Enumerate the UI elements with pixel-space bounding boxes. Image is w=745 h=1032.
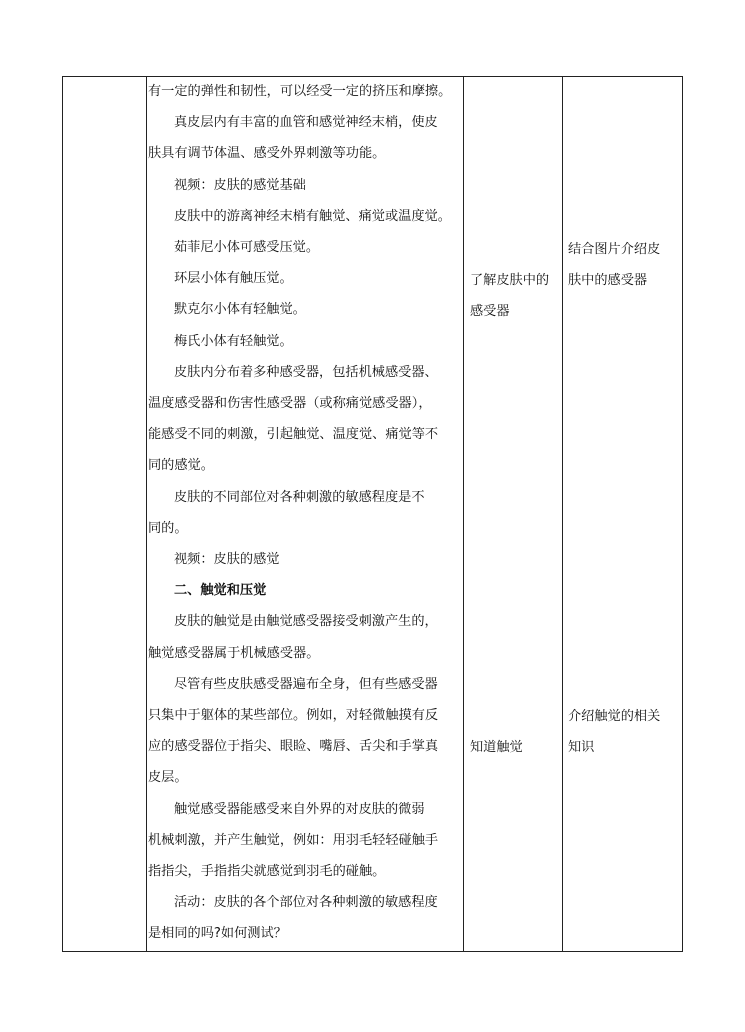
content-paragraph: 皮肤内分布着多种感受器，包括机械感受器、 <box>174 365 438 380</box>
teaching-content-cell <box>148 76 462 952</box>
content-paragraph: 触觉感受器能感受来自外界的对皮肤的微弱 <box>174 802 425 817</box>
content-paragraph: 指指尖，手指指尖就感觉到羽毛的碰触。 <box>148 864 386 879</box>
content-paragraph: 肤具有调节体温、感受外界刺激等功能。 <box>148 146 386 161</box>
content-paragraph: 能感受不同的刺激，引起触觉、温度觉、痛觉等不 <box>148 427 439 442</box>
empty-first-cell <box>63 77 145 950</box>
method-touch-line1: 介绍触觉的相关 <box>568 709 661 724</box>
objective-touch: 知道触觉 <box>470 740 523 755</box>
content-paragraph: 同的。 <box>148 521 188 536</box>
content-paragraph: 触觉感受器属于机械感受器。 <box>148 646 320 661</box>
content-paragraph: 活动：皮肤的各个部位对各种刺激的敏感程度 <box>174 895 438 910</box>
table-right-border <box>682 76 683 952</box>
content-paragraph: 梅氏小体有轻触觉。 <box>174 334 293 349</box>
content-paragraph: 茹菲尼小体可感受压觉。 <box>174 240 320 255</box>
content-paragraph: 真皮层内有丰富的血管和感觉神经末梢，使皮 <box>174 115 438 130</box>
table-col-divider-2 <box>463 76 464 952</box>
content-paragraph: 皮肤中的游离神经末梢有触觉、痛觉或温度觉。 <box>174 209 451 224</box>
content-paragraph: 尽管有些皮肤感受器遍布全身，但有些感受器 <box>174 677 438 692</box>
section-heading: 二、触觉和压觉 <box>174 583 267 598</box>
method-receptors-line2: 肤中的感受器 <box>568 273 648 288</box>
objective-receptors-line2: 感受器 <box>470 304 510 319</box>
content-paragraph: 机械刺激，并产生触觉，例如：用羽毛轻轻碰触手 <box>148 833 439 848</box>
content-paragraph: 皮层。 <box>148 770 188 785</box>
method-touch-line2: 知识 <box>568 740 595 755</box>
table-col-divider-3 <box>562 76 563 952</box>
table-col-divider-1 <box>146 76 147 952</box>
content-paragraph: 同的感觉。 <box>148 458 214 473</box>
content-paragraph: 有一定的弹性和韧性，可以经受一定的挤压和摩擦。 <box>148 84 452 99</box>
content-paragraph: 皮肤的触觉是由触觉感受器接受刺激产生的， <box>174 614 438 629</box>
content-paragraph: 应的感受器位于指尖、眼睑、嘴唇、舌尖和手掌真 <box>148 739 439 754</box>
content-paragraph: 环层小体有触压觉。 <box>174 271 293 286</box>
content-paragraph: 默克尔小体有轻触觉。 <box>174 302 306 317</box>
objective-receptors-line1: 了解皮肤中的 <box>470 273 550 288</box>
content-paragraph: 视频：皮肤的感觉 <box>174 552 280 567</box>
content-paragraph: 只集中于躯体的某些部位。例如，对轻微触摸有反 <box>148 708 439 723</box>
content-paragraph: 温度感受器和伤害性感受器（或称痛觉感受器）， <box>148 396 432 411</box>
content-paragraph: 视频：皮肤的感觉基础 <box>174 178 306 193</box>
method-receptors-line1: 结合图片介绍皮 <box>568 242 661 257</box>
content-paragraph: 是相同的吗?如何测试？ <box>148 926 287 941</box>
content-paragraph: 皮肤的不同部位对各种刺激的敏感程度是不 <box>174 490 425 505</box>
